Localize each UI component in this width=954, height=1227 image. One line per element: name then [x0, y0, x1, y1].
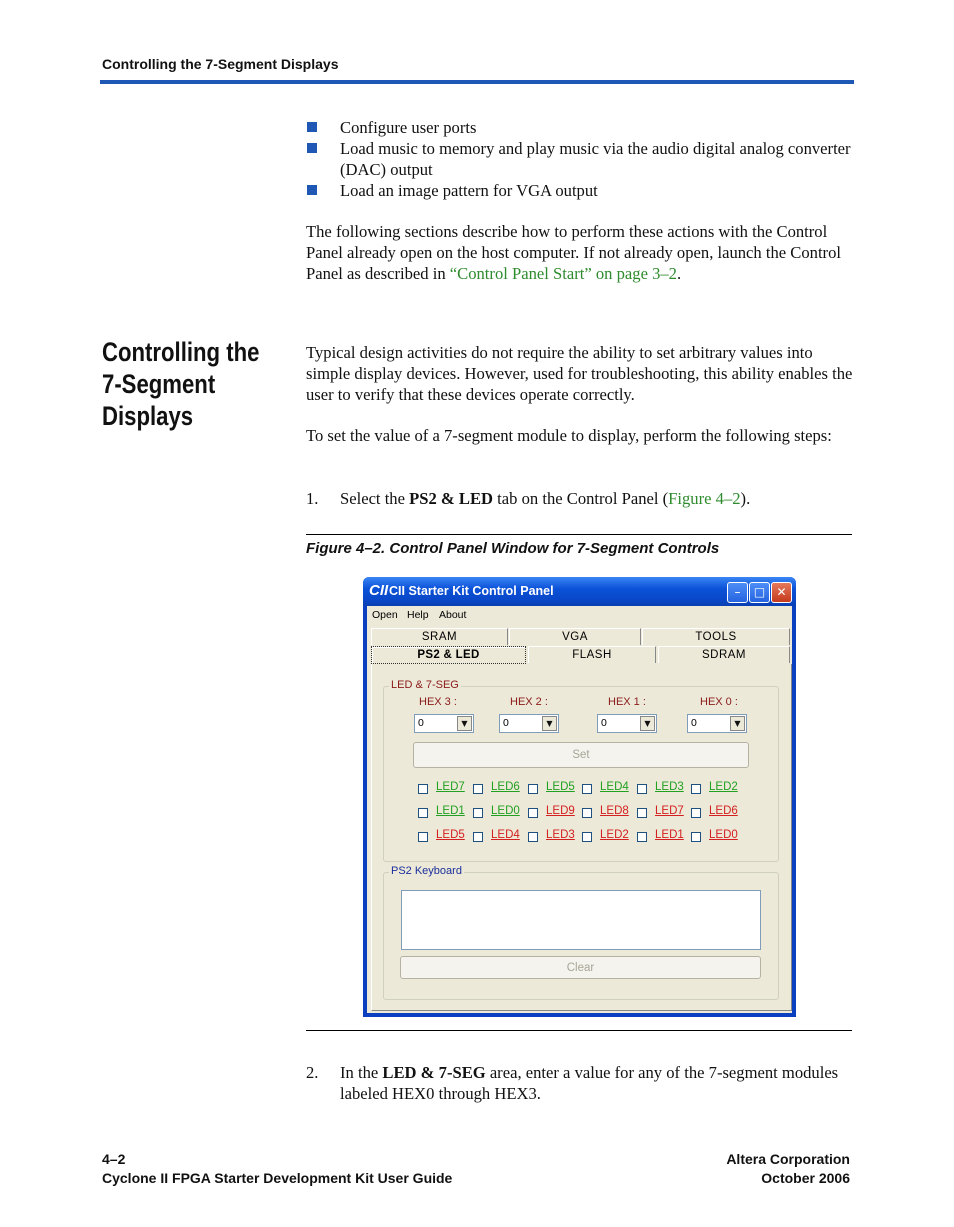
bullet-text: Load an image pattern for VGA output	[340, 181, 598, 200]
bullet-square-icon	[307, 185, 317, 195]
hex2-select[interactable]	[499, 714, 559, 733]
hex0-value: 0	[691, 717, 697, 729]
led-checkbox-label[interactable]: LED4	[491, 829, 520, 841]
led-checkbox-label[interactable]: LED2	[600, 829, 629, 841]
minimize-button[interactable]	[727, 582, 748, 603]
bullet-text: Load music to memory and play music via the audio digital analog converter (DAC) output	[340, 139, 851, 179]
led-checkbox-label[interactable]: LED5	[436, 829, 465, 841]
set-button[interactable]: Set	[413, 742, 749, 768]
hex3-select[interactable]	[414, 714, 474, 733]
hex1-label: HEX 1 :	[608, 696, 646, 708]
led-checkbox[interactable]	[473, 808, 483, 818]
tab-row-1	[367, 628, 792, 645]
step-text: Select the	[340, 489, 410, 508]
step-text: ).	[740, 489, 751, 508]
hex1-select[interactable]	[597, 714, 657, 733]
bullet-item	[306, 180, 854, 201]
window-title: CII Starter Kit Control Panel	[389, 584, 554, 598]
step-2	[306, 1062, 854, 1104]
led-checkbox-label[interactable]: LED0	[491, 805, 520, 817]
section-paragraph-1: Typical design activities do not require the ability to set arbitrary values into simple display devices. However, used for troubleshooting, this ability enables the user to verify that these devices operate correctly.	[306, 343, 853, 404]
figure-link[interactable]: Figure 4–2	[668, 489, 741, 508]
hex3-value: 0	[418, 717, 424, 729]
chevron-down-icon[interactable]: ▼	[640, 716, 655, 731]
step-number: 2.	[306, 1063, 319, 1082]
document-title: Cyclone II FPGA Starter Development Kit User Guide	[102, 1170, 453, 1186]
close-icon: ✕	[776, 585, 787, 599]
step-text: tab on the Control Panel (	[493, 489, 669, 508]
led-checkbox-label[interactable]: LED7	[655, 805, 684, 817]
intro-text: The following sections describe how to perform these actions with the Control Panel already open on the host computer. If not already open, launch the Control Panel as described in	[306, 222, 841, 283]
led-checkbox-label[interactable]: LED2	[709, 781, 738, 793]
led-checkbox[interactable]	[418, 832, 428, 842]
led-checkbox-label[interactable]: LED4	[600, 781, 629, 793]
step-bold-term: LED & 7-SEG	[382, 1063, 486, 1082]
tab-vga[interactable]: VGA	[509, 628, 641, 645]
led-checkbox[interactable]	[691, 784, 701, 794]
tab-flash[interactable]: FLASH	[528, 646, 656, 663]
led-checkbox[interactable]	[691, 832, 701, 842]
maximize-icon: □	[753, 585, 766, 599]
led-7seg-group-label: LED & 7-SEG	[391, 679, 459, 691]
bullet-item	[306, 117, 854, 138]
chevron-down-icon[interactable]: ▼	[542, 716, 557, 731]
hex2-value: 0	[503, 717, 509, 729]
hex0-select[interactable]	[687, 714, 747, 733]
led-checkbox-label[interactable]: LED1	[655, 829, 684, 841]
led-checkbox-label[interactable]: LED1	[436, 805, 465, 817]
tab-row-2	[367, 646, 792, 663]
bullet-item	[306, 138, 854, 180]
led-checkbox[interactable]	[582, 784, 592, 794]
menu-bar	[367, 606, 792, 625]
led-checkbox[interactable]	[637, 784, 647, 794]
led-checkbox-label[interactable]: LED8	[600, 805, 629, 817]
figure-caption: Figure 4–2. Control Panel Window for 7-Segment Controls	[306, 540, 720, 557]
menu-about[interactable]: About	[439, 609, 467, 621]
close-button[interactable]	[771, 582, 792, 603]
header-rule	[100, 80, 854, 84]
tab-sram[interactable]: SRAM	[371, 628, 508, 645]
led-checkbox-label[interactable]: LED9	[546, 805, 575, 817]
led-checkbox-label[interactable]: LED0	[709, 829, 738, 841]
title-bar[interactable]	[363, 577, 796, 606]
led-checkbox-label[interactable]: LED6	[491, 781, 520, 793]
hex3-label: HEX 3 :	[419, 696, 457, 708]
app-logo-icon: CII	[369, 582, 389, 599]
tab-sdram[interactable]: SDRAM	[658, 646, 790, 663]
section-paragraph-2: To set the value of a 7-segment module to display, perform the following steps:	[306, 426, 832, 445]
footer-right	[726, 1150, 850, 1188]
intro-paragraph	[306, 221, 854, 284]
led-checkbox[interactable]	[637, 808, 647, 818]
menu-open[interactable]: Open	[372, 609, 398, 621]
led-checkbox[interactable]	[637, 832, 647, 842]
step-1	[306, 488, 854, 509]
led-checkbox-label[interactable]: LED3	[655, 781, 684, 793]
bullet-square-icon	[307, 122, 317, 132]
ps2-keyboard-group-label: PS2 Keyboard	[391, 865, 462, 877]
led-checkbox[interactable]	[691, 808, 701, 818]
chevron-down-icon[interactable]: ▼	[457, 716, 472, 731]
hex1-value: 0	[601, 717, 607, 729]
clear-button[interactable]: Clear	[400, 956, 761, 979]
control-panel-start-link[interactable]: “Control Panel Start” on page 3–2	[449, 264, 677, 283]
footer-left	[102, 1150, 452, 1188]
led-checkbox[interactable]	[418, 784, 428, 794]
led-checkbox[interactable]	[473, 832, 483, 842]
maximize-button[interactable]	[749, 582, 770, 603]
section-heading: Controlling the 7-Segment Displays	[102, 337, 260, 431]
bullet-text: Configure user ports	[340, 118, 477, 137]
step-text: In the	[340, 1063, 383, 1082]
ps2-keyboard-textarea[interactable]	[401, 890, 761, 950]
bullet-square-icon	[307, 143, 317, 153]
control-panel-window	[363, 577, 796, 1017]
step-bold-term: PS2 & LED	[409, 489, 494, 508]
menu-help[interactable]: Help	[407, 609, 429, 621]
led-checkbox-label[interactable]: LED5	[546, 781, 575, 793]
step-number: 1.	[306, 489, 319, 508]
hex0-label: HEX 0 :	[700, 696, 738, 708]
led-checkbox[interactable]	[582, 808, 592, 818]
running-header: Controlling the 7-Segment Displays	[102, 56, 339, 72]
led-checkbox-label[interactable]: LED7	[436, 781, 465, 793]
led-checkbox[interactable]	[528, 832, 538, 842]
led-checkbox[interactable]	[582, 832, 592, 842]
tab-tools[interactable]: TOOLS	[642, 628, 790, 645]
minimize-icon: –	[734, 585, 741, 599]
led-checkbox[interactable]	[473, 784, 483, 794]
page-number: 4–2	[102, 1151, 126, 1167]
led-checkbox-label[interactable]: LED3	[546, 829, 575, 841]
led-checkbox[interactable]	[528, 808, 538, 818]
hex2-label: HEX 2 :	[510, 696, 548, 708]
figure-bottom-rule	[306, 1030, 852, 1031]
intro-bullet-list	[306, 117, 854, 201]
step-text: area, enter a value for any of the 7-segment modules labeled HEX0 through HEX3.	[340, 1063, 839, 1103]
publication-date: October 2006	[761, 1170, 850, 1186]
led-checkbox[interactable]	[418, 808, 428, 818]
tab-ps2-led[interactable]: PS2 & LED	[371, 646, 526, 664]
led-checkbox[interactable]	[528, 784, 538, 794]
figure-top-rule	[306, 534, 852, 535]
window-client-area	[367, 606, 792, 1013]
company-name: Altera Corporation	[726, 1151, 850, 1167]
intro-end: .	[676, 264, 682, 283]
chevron-down-icon[interactable]: ▼	[730, 716, 745, 731]
led-checkbox-label[interactable]: LED6	[709, 805, 738, 817]
